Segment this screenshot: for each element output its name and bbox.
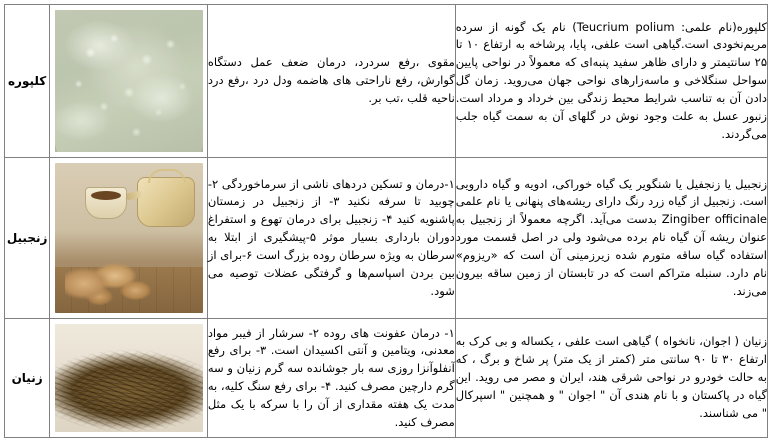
herb-description: زنجبیل یا زنجفیل یا شنگویر یک گیاه خوراکی، ادویه و گیاه دارویی است. زنجبیل از گیاه زرد رنگ دارای ریشه‌های پنهانی یا نام علمی Zingiber officinale بدست می‌آید. اگرچه معمولاً از زنجبیل به عنوان ریشه آن گیاه نام برده می‌شود ولی در اصل قسمت مورد استفاده گیاه ساقه متورم شده زیرزمینی آن است که «ریزوم» نام دارد. سنبله متراکم است که در تابستان از زمین ساقه بیرون می‌زند. bbox=[455, 158, 767, 319]
table-row bbox=[5, 5, 768, 158]
ajwain-seeds-photo bbox=[55, 324, 203, 432]
herb-description: زنیان ( اجوان، نانخواه ) گیاهی است علفی ، یکساله و بی کرک به ارتفاع ۳۰ تا ۹۰ سانتی متر (کمتر از یک متر) پر شاخ و برگ ، که به حالت خودرو در نواحی شرقی هند، ایران و مصر می روید. این گیاه در پاکستان و با نام هندی آن " اجوان " و همچنین " اسپرکال " می شناسند. bbox=[455, 319, 767, 438]
herb-name: زنجبیل bbox=[5, 158, 50, 319]
ginger-rhizome bbox=[65, 255, 151, 307]
herb-image-cell bbox=[50, 158, 208, 319]
herb-image-cell bbox=[50, 5, 208, 158]
ginger-root-photo bbox=[55, 163, 203, 313]
table-row bbox=[5, 158, 768, 319]
herb-properties: ۱-درمان و تسکین دردهای ناشی از سرماخوردگی ۲- چوبید تا سرفه نکنید ۳- از زنجبیل در زمستان پاشنویه کنید ۴- زنجبیل برای درمان تهوع و استفراغ دوران بارداری بسیار موثر ۵-پیشگیری از ابتلا به سرطان به ویژه سرطان روده بزرگ است ۶-برای از بین بردن اسپاسم‌ها و گرفتگی عضلات توصیه می شود. bbox=[207, 158, 455, 319]
herb-name: کلپوره bbox=[5, 5, 50, 158]
herb-description: کلپوره(نام علمی: Teucrium polium) نام یک گونه از سرده مریم‌نخودی است.گیاهی است علفی، پایا، پرشاخه به ارتفاع ۱۰ تا ۲۵ سانتیمتر و دارای ظاهر سفید پنبه‌ای که معمولاً در نواحی پایین سواحل سنگلاخی و ماسه‌زارهای نواحی جهان می‌روید. زمان گل دادن آن به تناسب شرایط محیط زندگی بین خرداد و مرداد است. زنبور عسل به علت وجود نوش در گلهای آن به سمت گیاه جلب می‌گردند. bbox=[455, 5, 767, 158]
teucrium-polium-photo bbox=[55, 10, 203, 152]
herb-name: زنیان bbox=[5, 319, 50, 438]
herbs-table bbox=[4, 4, 768, 438]
tea-cup-icon bbox=[85, 187, 127, 219]
herb-image-cell bbox=[50, 319, 208, 438]
herb-properties: ۱- درمان عفونت های روده ۲- سرشار از فیبر مواد معدنی، ویتامین و آنتی اکسیدان است. ۳- برای رفع آنفلوآنزا روزی سه بار جوشانده سه گرم زنیان و سه گرم دارچین مصرف کنید. ۴- برای رفع سنگ کلیه، به مدت یک هفته مقداری از آن را با سرکه با یک مثل مصرف کنید. bbox=[207, 319, 455, 438]
table-row bbox=[5, 319, 768, 438]
herb-properties: مقوی ،رفع سردرد، درمان ضعف عمل دستگاه گوارش، رفع ناراحتی های هاضمه ودل درد ،رفع درد ناحیه قلب ،تب بر. bbox=[207, 5, 455, 158]
teapot-icon bbox=[137, 177, 195, 227]
